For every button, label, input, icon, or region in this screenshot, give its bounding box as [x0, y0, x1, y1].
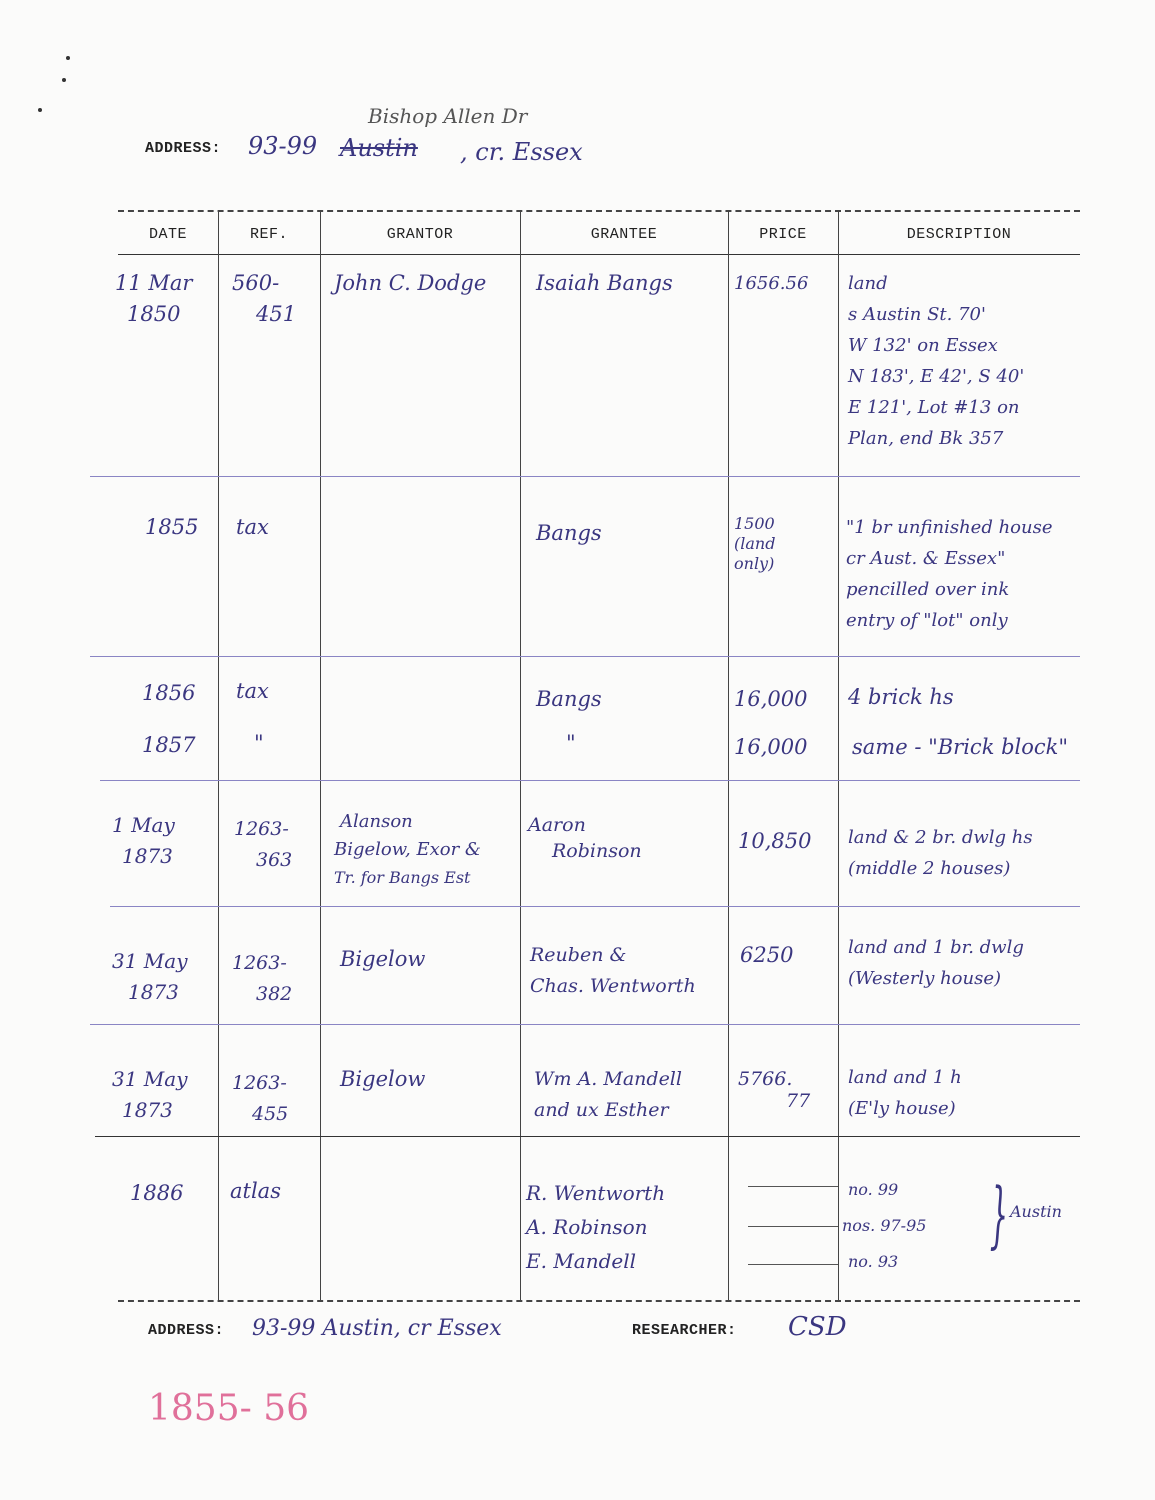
table-top-rule: [118, 210, 1080, 212]
row-separator: [90, 1024, 1080, 1025]
table-row-2-date: 1855: [145, 515, 199, 539]
table-row-6-ref: 1263- 382: [232, 952, 293, 1005]
table-row-3-price: 16,000: [734, 687, 808, 711]
table-row-3-date: 1856: [142, 681, 196, 705]
table-row-4-date: 1857: [142, 733, 196, 757]
footer-address-label: ADDRESS:: [148, 1322, 225, 1339]
table-row-2-ref: tax: [236, 515, 269, 539]
table-row-2-grantee: Bangs: [536, 521, 602, 545]
column-header-date: DATE: [148, 226, 187, 243]
column-header-ref: REF.: [249, 226, 288, 243]
row-separator: [100, 780, 1080, 781]
address-correction: Bishop Allen Dr: [368, 104, 528, 128]
table-row-8-description: no. 99 nos. 97-95 no. 93: [842, 1180, 927, 1271]
table-row-4-description: same - "Brick block": [852, 735, 1069, 759]
table-row-5-date: 1 May 1873: [112, 813, 175, 868]
table-row-6-grantor: Bigelow: [340, 947, 426, 971]
table-row-4-ref: ": [254, 731, 264, 755]
table-row-1-description: land s Austin St. 70' W 132' on Essex N 183', E 42', S 40' E 121', Lot #13 on Plan, end Bk 357: [848, 273, 1025, 449]
table-row-5-grantee: Aaron Robinson: [528, 814, 642, 862]
table-row-3-ref: tax: [236, 679, 269, 703]
table-row-2-description: "1 br unfinished house cr Aust. & Essex" pencilled over ink entry of "lot" only: [846, 517, 1053, 631]
table-row-7-date: 31 May 1873: [112, 1067, 188, 1122]
footer-researcher-value: CSD: [788, 1312, 847, 1342]
table-row-8-note: Austin: [1010, 1202, 1062, 1221]
address-street-struck: Austin: [340, 134, 418, 162]
row-separator: [90, 476, 1080, 477]
column-header-price: PRICE: [759, 226, 807, 243]
margin-mark: [66, 56, 70, 60]
margin-mark: [62, 78, 66, 82]
table-row-5-ref: 1263- 363: [234, 818, 293, 871]
table-row-1-grantor: John C. Dodge: [334, 271, 487, 295]
table-row-7-ref: 1263- 455: [232, 1072, 289, 1125]
table-row-1-date: 11 Mar 1850: [115, 271, 193, 326]
table-row-4-grantee: ": [566, 731, 576, 755]
table-row-7-grantee: Wm A. Mandell and ux Esther: [534, 1068, 682, 1121]
table-row-7-price: 5766. 77: [738, 1068, 811, 1112]
date-range-note: 1855- 56: [148, 1388, 310, 1429]
table-row-2-price: 1500 (land only): [734, 514, 776, 573]
table-row-7-grantor: Bigelow: [340, 1067, 426, 1091]
row-separator: [90, 656, 1080, 657]
table-row-6-grantee: Reuben & Chas. Wentworth: [530, 944, 696, 997]
table-row-3-grantee: Bangs: [536, 687, 602, 711]
table-row-6-price: 6250: [740, 943, 794, 967]
table-row-4-price: 16,000: [734, 735, 808, 759]
table-row-5-grantor: Alanson Bigelow, Exor & Tr. for Bangs Est: [334, 811, 481, 887]
table-row-1-grantee: Isaiah Bangs: [536, 271, 673, 295]
table-row-1-price: 1656.56: [734, 273, 809, 294]
table-row-6-date: 31 May 1873: [112, 949, 188, 1004]
row-separator: [95, 1136, 1080, 1137]
address-cross-street: , cr. Essex: [460, 138, 583, 166]
margin-mark: [38, 108, 42, 112]
table-row-1-ref: 560- 451: [232, 271, 297, 326]
table-row-6-description: land and 1 br. dwlg (Westerly house): [848, 937, 1024, 989]
price-blank-line: [748, 1226, 838, 1227]
footer-address-value: 93-99 Austin, cr Essex: [252, 1316, 502, 1341]
table-row-8-ref: atlas: [230, 1179, 281, 1203]
column-header-grantee: GRANTEE: [590, 226, 658, 243]
table-row-8-date: 1886: [130, 1181, 184, 1205]
table-row-5-price: 10,850: [738, 829, 812, 853]
column-header-description: DESCRIPTION: [906, 226, 1012, 243]
table-bottom-rule: [118, 1300, 1080, 1302]
table-row-5-description: land & 2 br. dwlg hs (middle 2 houses): [848, 827, 1033, 879]
brace: }: [989, 1172, 1009, 1256]
price-blank-line: [748, 1186, 838, 1187]
column-header-grantor: GRANTOR: [386, 226, 454, 243]
address-label: ADDRESS:: [145, 140, 222, 157]
header-rule: [118, 254, 1080, 255]
table-row-7-description: land and 1 h (E'ly house): [848, 1067, 962, 1119]
row-separator: [110, 906, 1080, 907]
price-blank-line: [748, 1264, 838, 1265]
table-row-8-grantee: R. Wentworth A. Robinson E. Mandell: [526, 1181, 666, 1273]
footer-researcher-label: RESEARCHER:: [632, 1322, 737, 1339]
address-number: 93-99: [248, 132, 318, 160]
table-row-3-description: 4 brick hs: [848, 685, 954, 709]
